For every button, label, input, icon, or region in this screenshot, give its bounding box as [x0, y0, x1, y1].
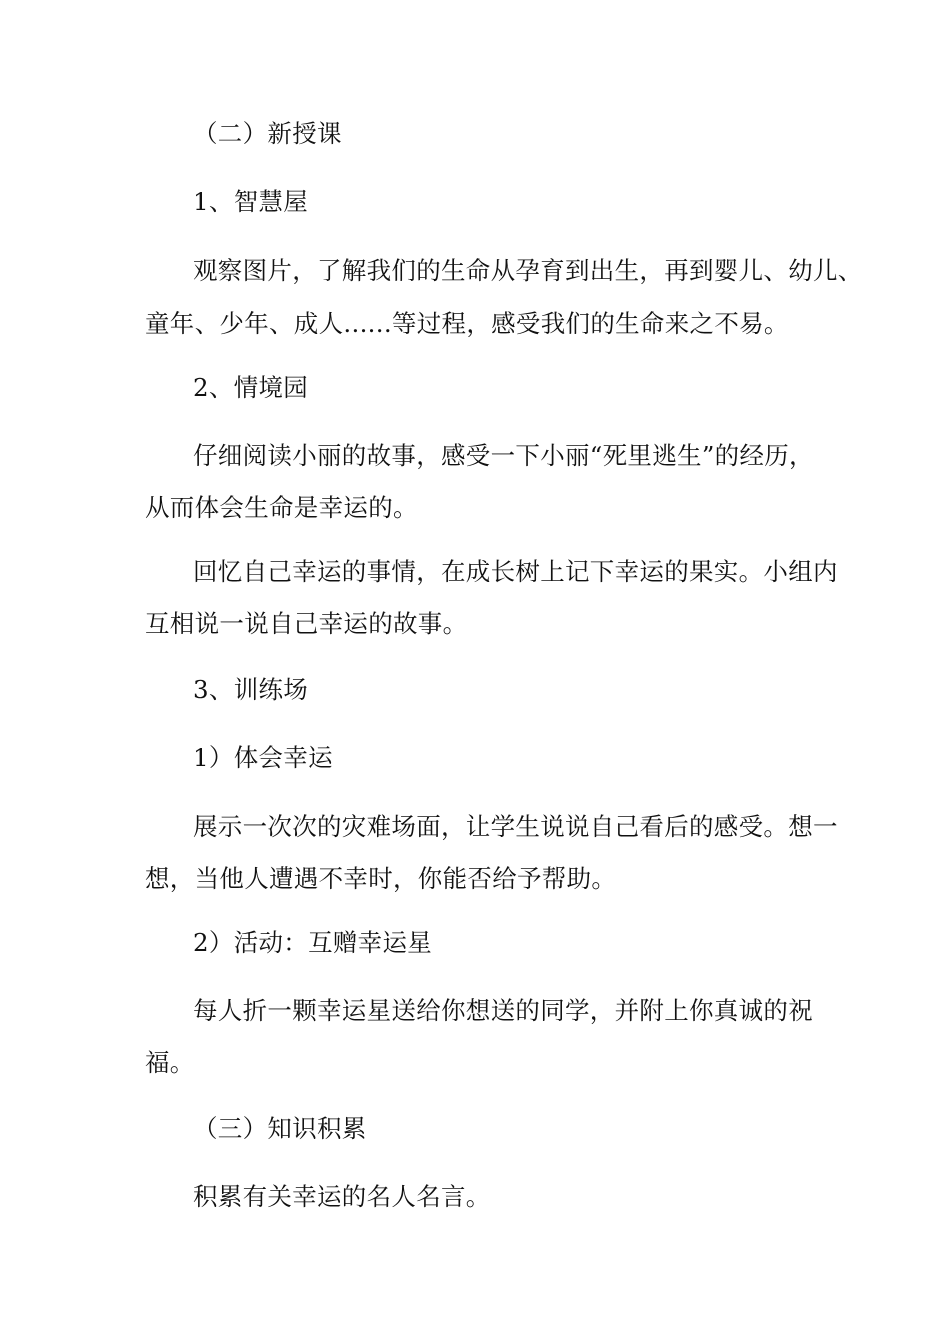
paragraph-line: 童年、少年、成人......等过程，感受我们的生命来之不易。 — [145, 309, 789, 338]
subheading-situation-garden: 2、情境园 — [193, 373, 309, 402]
paragraph-line: 福。 — [145, 1048, 195, 1077]
subheading-wisdom-house: 1、智慧屋 — [193, 187, 309, 216]
paragraph-line: 从而体会生命是幸运的。 — [145, 493, 418, 522]
paragraph-line: 互相说一说自己幸运的故事。 — [145, 609, 468, 638]
subheading-experience-luck: 1）体会幸运 — [193, 743, 333, 772]
paragraph-line: 每人折一颗幸运星送给你想送的同学，并附上你真诚的祝 — [193, 996, 813, 1025]
section-heading-knowledge-accumulation: （三）知识积累 — [193, 1114, 367, 1143]
paragraph-line: 想，当他人遭遇不幸时，你能否给予帮助。 — [145, 864, 617, 893]
section-heading-new-lesson: （二）新授课 — [193, 119, 342, 148]
paragraph-line: 积累有关幸运的名人名言。 — [193, 1182, 491, 1211]
paragraph-line: 回忆自己幸运的事情，在成长树上记下幸运的果实。小组内 — [193, 557, 838, 586]
subheading-activity-lucky-star: 2）活动：互赠幸运星 — [193, 928, 433, 957]
paragraph-line: 观察图片，了解我们的生命从孕育到出生，再到婴儿、幼儿、 — [193, 256, 863, 285]
paragraph-line: 仔细阅读小丽的故事，感受一下小丽“死里逃生”的经历， — [193, 441, 814, 470]
subheading-training-field: 3、训练场 — [193, 675, 309, 704]
paragraph-line: 展示一次次的灾难场面，让学生说说自己看后的感受。想一 — [193, 812, 838, 841]
